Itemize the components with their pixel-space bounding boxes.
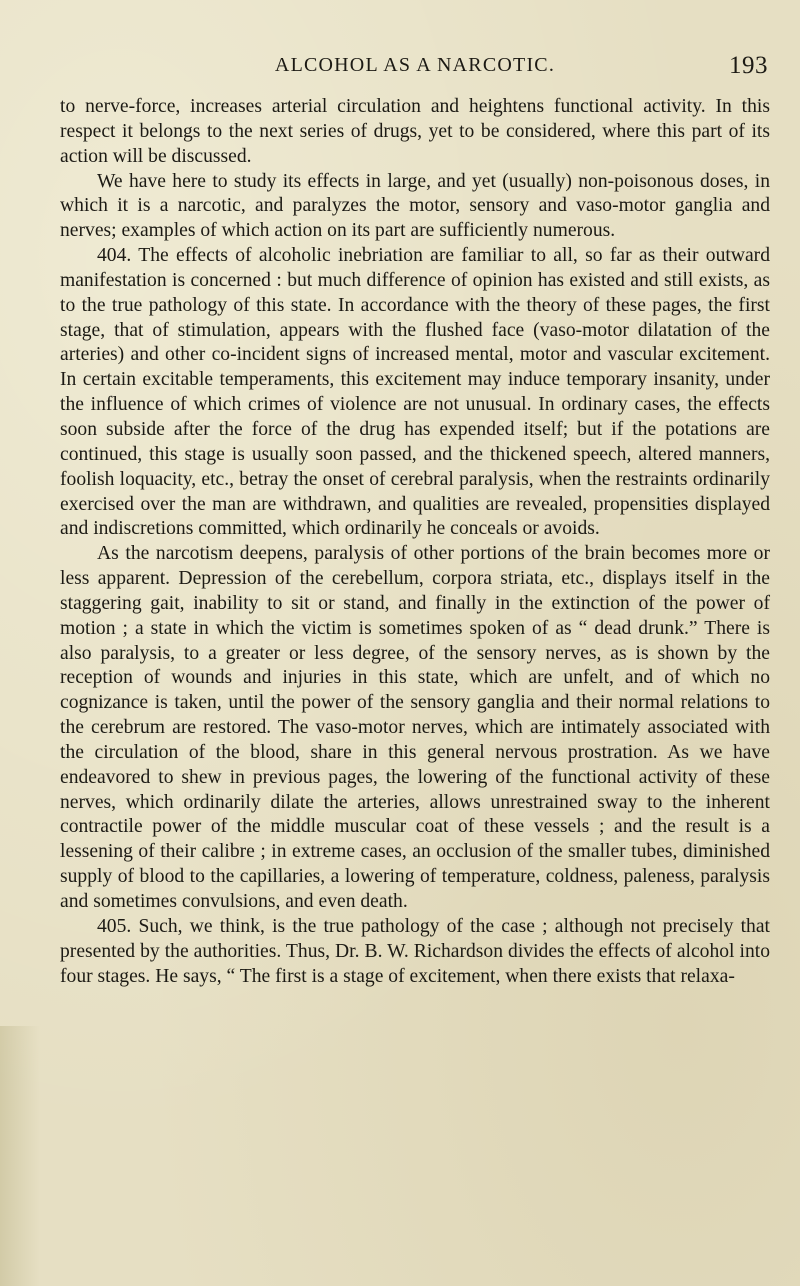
- running-head: [60, 52, 770, 82]
- paragraph-section-404: 404. The effects of alcoholic inebriation are familiar to all, so far as their outward manifestation is concerned : but much difference of opinion has existed and still exists, as to the true pathology of this state. In accordance with the theory of these pages, the first stage, that of stimulation, appears with the flushed face (vaso-motor dilatation of the arteries) and other co-incident signs of increased mental, motor and vascular excitement. In certain excitable temperaments, this excitement may induce temporary insanity, under the influence of which crimes of violence are not unusual. In ordinary cases, the effects soon subside after the force of the drug has expended itself; but if the potations are continued, this stage is usually soon passed, and the thickened speech, altered manners, foolish loquacity, etc., betray the onset of cerebral paralysis, when the restraints ordinarily exercised over the man are withdrawn, and qualities are revealed, propensities displayed and indiscretions committed, which ordinarily he conceals or avoids.: [60, 245, 770, 540]
- page-edge-shading: [0, 1026, 40, 1286]
- paragraph-narcotism: As the narcotism deepens, paralysis of other portions of the brain becomes more or less apparent. Depression of the cerebellum, corpora striata, etc., displays itself in the staggering gait, inability to sit or stand, and finally in the extinction of the power of motion ; a state in which the victim is sometimes spoken of as “ dead drunk.” There is also paralysis, to a greater or less degree, of the sensory nerves, as is shown by the reception of wounds and injuries in this state, which are unfelt, and of which no cognizance is taken, until the power of the sensory ganglia and their normal relations to the cerebrum are restored. The vaso-motor nerves, which are intimately associated with the circulation of the blood, share in this general nervous prostration. As we have endeavored to shew in previous pages, the lowering of the functional activity of these nerves, which ordinarily dilate the arteries, allows unrestrained sway to the inherent contractile power of the middle muscular coat of these vessels ; and the result is a lessening of their calibre ; in extreme cases, an occlusion of the smaller tubes, diminished supply of blood to the capillaries, a lowering of temperature, coldness, paleness, paralysis and sometimes convulsions, and even death.: [60, 543, 770, 912]
- page-number: 193: [729, 52, 768, 79]
- paragraph-large-doses: We have here to study its effects in large, and yet (usually) non-poisonous doses, in which it is a narcotic, and paralyzes the motor, sensory and vaso-motor ganglia and nerves; examples of which action on its part are sufficiently numerous.: [60, 170, 770, 242]
- running-title: ALCOHOL AS A NARCOTIC.: [274, 54, 556, 76]
- body-text: [60, 95, 770, 989]
- paragraph-section-405: 405. Such, we think, is the true pathology of the case ; although not precisely that presented by the authorities. Thus, Dr. B. W. Richardson divides the effects of alcohol into four stages. He says, “ The first is a stage of excitement, when there exists that relaxa-: [60, 915, 770, 987]
- paragraph-continuation: to nerve-force, increases arterial circulation and heightens functional activity. In this respect it belongs to the next series of drugs, yet to be considered, where this part of its action will be discussed.: [60, 96, 770, 167]
